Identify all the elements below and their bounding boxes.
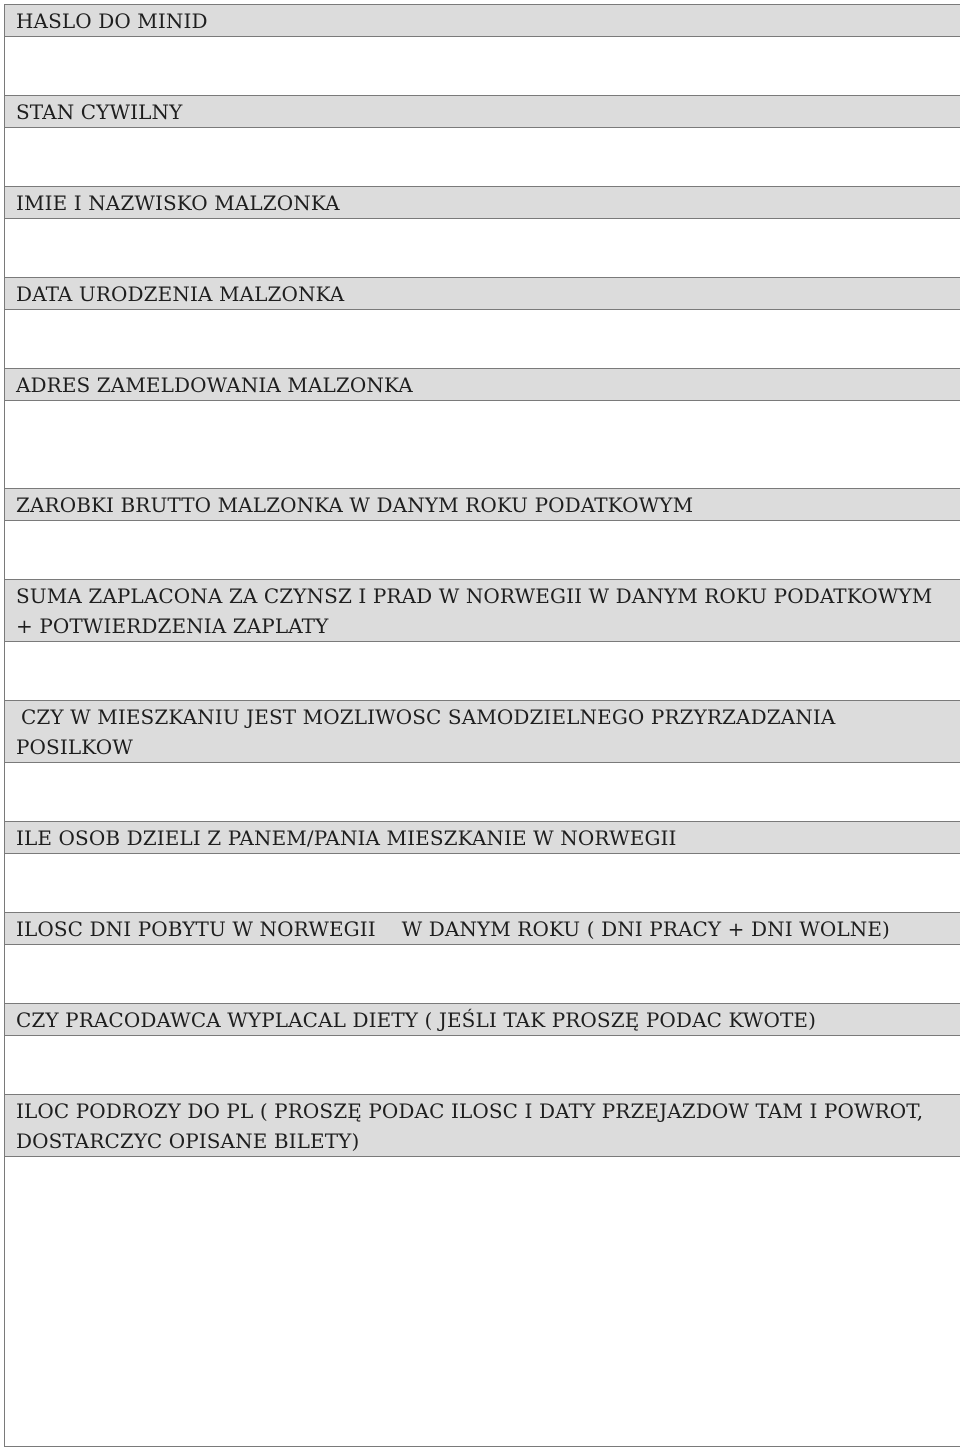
field-label-ile-osob-mieszkanie: ILE OSOB DZIELI Z PANEM/PANIA MIESZKANIE W NORWEGII: [5, 822, 960, 854]
field-input-haslo-do-minid[interactable]: [5, 37, 960, 96]
field-label-haslo-do-minid: HASLO DO MINID: [5, 5, 960, 37]
field-label-suma-czynsz-prad: [5, 580, 960, 642]
field-label-imie-nazwisko-malzonka: IMIE I NAZWISKO MALZONKA: [5, 187, 960, 219]
field-input-przyrzadzanie-posilkow[interactable]: [5, 763, 960, 822]
field-input-ile-osob-mieszkanie[interactable]: [5, 854, 960, 913]
field-label-ilosc-dni-pobytu: ILOSC DNI POBYTU W NORWEGII W DANYM ROKU ( DNI PRACY + DNI WOLNE): [5, 913, 960, 945]
field-input-ilosc-dni-pobytu[interactable]: [5, 945, 960, 1004]
field-label-podroze-do-pl-line2: DOSTARCZYC OPISANE BILETY): [16, 1129, 360, 1153]
field-input-adres-zameldowania-malzonka[interactable]: [5, 401, 960, 489]
field-input-diety-pracodawca[interactable]: [5, 1036, 960, 1095]
field-label-przyrzadzanie-posilkow-line2: POSILKOW: [16, 735, 133, 759]
field-label-przyrzadzanie-posilkow: [5, 701, 960, 763]
field-label-diety-pracodawca: CZY PRACODAWCA WYPLACAL DIETY ( JEŚLI TAK PROSZĘ PODAC KWOTE): [5, 1004, 960, 1036]
field-label-stan-cywilny: STAN CYWILNY: [5, 96, 960, 128]
field-label-podroze-do-pl: [5, 1095, 960, 1157]
field-label-podroze-do-pl-line1: ILOC PODROZY DO PL ( PROSZĘ PODAC ILOSC I DATY PRZEJAZDOW TAM I POWROT,: [16, 1099, 924, 1123]
field-label-suma-czynsz-prad-line2: + POTWIERDZENIA ZAPLATY: [16, 614, 329, 638]
tax-info-form: [4, 4, 960, 1447]
field-input-imie-nazwisko-malzonka[interactable]: [5, 219, 960, 278]
field-input-suma-czynsz-prad[interactable]: [5, 642, 960, 701]
field-input-zarobki-brutto-malzonka[interactable]: [5, 521, 960, 580]
field-label-adres-zameldowania-malzonka: ADRES ZAMELDOWANIA MALZONKA: [5, 369, 960, 401]
field-label-zarobki-brutto-malzonka: ZAROBKI BRUTTO MALZONKA W DANYM ROKU PODATKOWYM: [5, 489, 960, 521]
field-input-stan-cywilny[interactable]: [5, 128, 960, 187]
field-label-przyrzadzanie-posilkow-line1: CZY W MIESZKANIU JEST MOZLIWOSC SAMODZIELNEGO PRZYRZADZANIA: [21, 705, 836, 729]
field-input-podroze-do-pl[interactable]: [5, 1157, 960, 1447]
field-label-suma-czynsz-prad-line1: SUMA ZAPLACONA ZA CZYNSZ I PRAD W NORWEGII W DANYM ROKU PODATKOWYM: [16, 584, 933, 608]
field-label-data-urodzenia-malzonka: DATA URODZENIA MALZONKA: [5, 278, 960, 310]
field-input-data-urodzenia-malzonka[interactable]: [5, 310, 960, 369]
